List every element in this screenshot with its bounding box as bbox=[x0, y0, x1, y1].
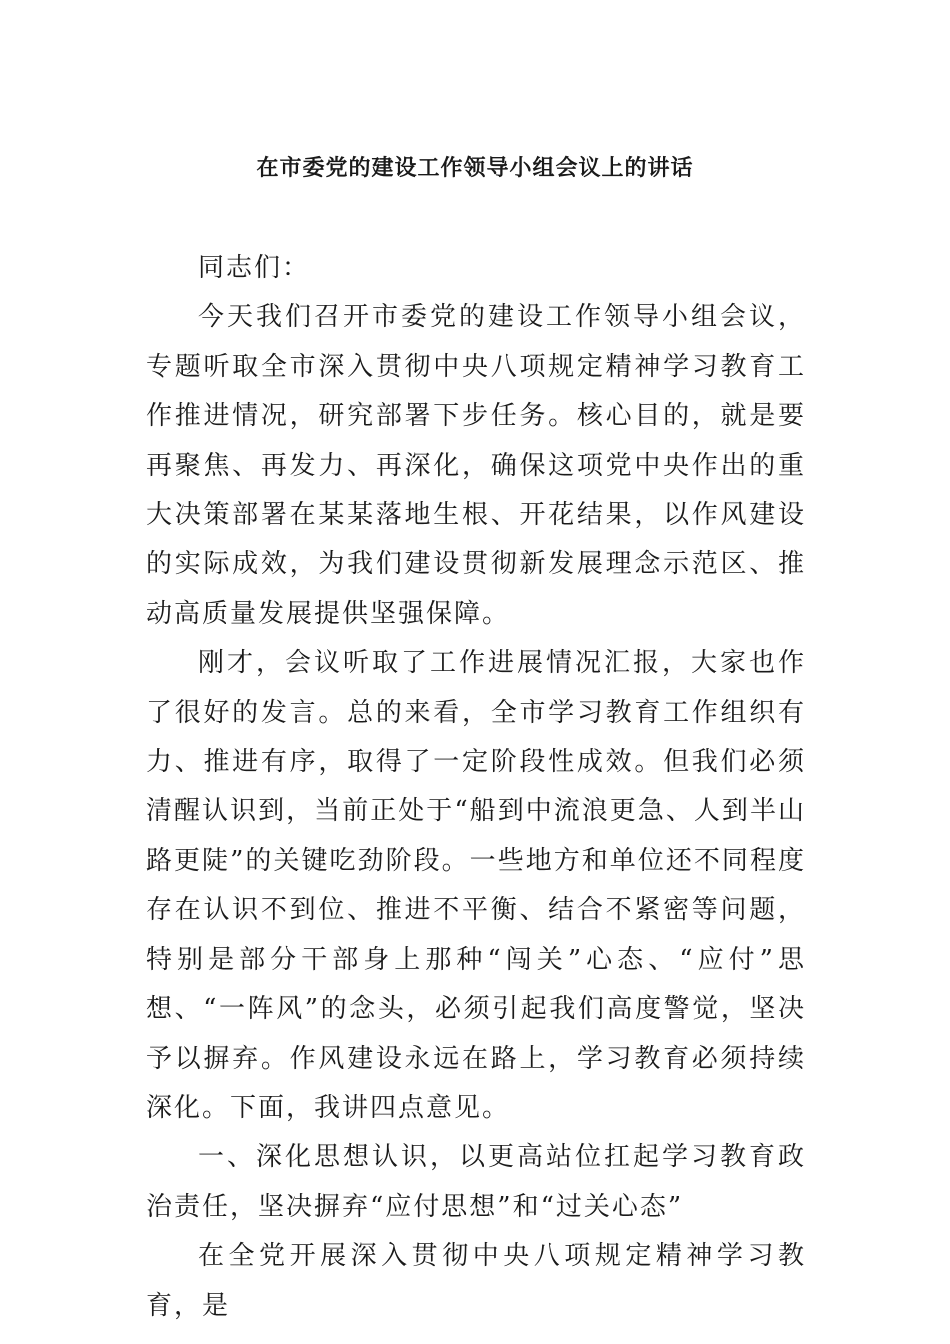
document-title: 在市委党的建设工作领导小组会议上的讲话 bbox=[256, 155, 694, 181]
paragraph-assessment: 刚才，会议听取了工作进展情况汇报，大家也作了很好的发言。总的来看，全市学习教育工作组织有力、推进有序，取得了一定阶段性成效。但我们必须清醒认识到，当前正处于“船到中流浪更急、人到半山路更陡”的关键吃劲阶段。一些地方和单位还不同程度存在认识不到位、推进不平衡、结合不紧密等问题，特别是部分干部身上那种“闯关”心态、“应付”思想、“一阵风”的念头，必须引起我们高度警觉，坚决予以摒弃。作风建设永远在路上，学习教育必须持续深化。下面，我讲四点意见。 bbox=[146, 648, 806, 1123]
section-heading-1: 一、深化思想认识，以更高站位扛起学习教育政治责任，坚决摒弃“应付思想”和“过关心态” bbox=[146, 1142, 806, 1222]
greeting: 同志们： bbox=[198, 253, 311, 283]
paragraph-opening: 今天我们召开市委党的建设工作领导小组会议，专题听取全市深入贯彻中央八项规定精神学习教育工作推进情况，研究部署下步任务。核心目的，就是要再聚焦、再发力、再深化，确保这项党中央作出的重大决策部署在某某落地生根、开花结果，以作风建设的实际成效，为我们建设贯彻新发展理念示范区、推动高质量发展提供坚强保障。 bbox=[146, 302, 806, 629]
document-body bbox=[146, 230, 806, 1331]
paragraph-section-1: 在全党开展深入贯彻中央八项规定精神学习教育，是 bbox=[146, 1241, 806, 1321]
